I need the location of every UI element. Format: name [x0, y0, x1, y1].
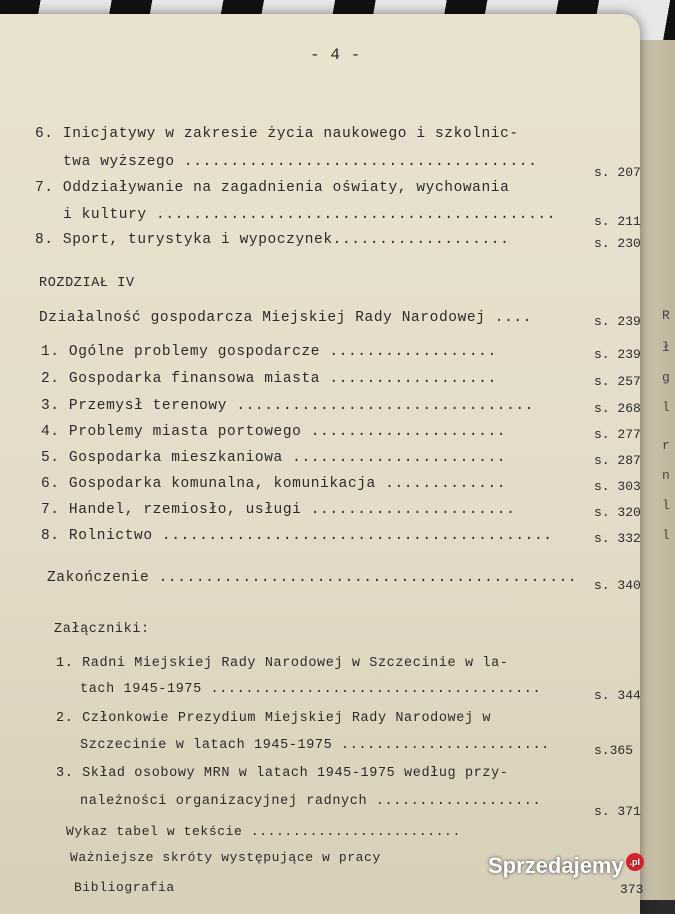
toc-page: s. 207	[594, 165, 641, 180]
toc-entry: Wykaz tabel w tekście .........................	[66, 824, 461, 839]
toc-entry: 7. Oddziaływanie na zagadnienia oświaty, wychowania	[35, 180, 510, 196]
toc-entry: 8. Rolnictwo ..........................................	[41, 528, 553, 544]
toc-page: s. 257	[594, 374, 641, 389]
edge-letter: l	[662, 498, 670, 513]
edge-letter: g	[662, 370, 670, 385]
next-page-edge	[640, 40, 675, 900]
toc-entry: 5. Gospodarka mieszkaniowa .......................	[41, 450, 507, 466]
edge-letter: l	[662, 528, 670, 543]
toc-entry: 6. Inicjatywy w zakresie życia naukowego i szkolnic-	[35, 126, 519, 142]
document-page	[0, 14, 644, 914]
watermark-tld: .pl	[626, 853, 644, 871]
toc-page: s. 268	[594, 401, 641, 416]
toc-entry: 3. Skład osobowy MRN w latach 1945-1975 według przy-	[56, 766, 509, 781]
toc-page: s. 344	[594, 688, 641, 703]
toc-entry: Bibliografia	[74, 880, 175, 895]
toc-entry: 2. Gospodarka finansowa miasta ..................	[41, 371, 497, 387]
toc-entry: 7. Handel, rzemiosło, usługi ......................	[41, 502, 516, 518]
toc-page: 373	[620, 882, 644, 897]
toc-page: s. 239	[594, 314, 641, 329]
toc-page: s. 239	[594, 347, 641, 362]
toc-page: s. 303	[594, 479, 641, 494]
edge-letter: n	[662, 468, 670, 483]
page-number: - 4 -	[310, 46, 362, 64]
toc-page: s. 211	[594, 214, 641, 229]
toc-entry: Szczecinie w latach 1945-1975 ........................	[80, 738, 550, 753]
edge-letter: r	[662, 438, 670, 453]
watermark-name: Sprzedajemy	[488, 853, 624, 878]
toc-entry: 3. Przemysł terenowy ................................	[41, 398, 534, 414]
toc-entry: 1. Radni Miejskiej Rady Narodowej w Szczecinie w la-	[56, 656, 509, 671]
toc-entry: należności organizacyjnej radnych ...................	[80, 794, 542, 809]
toc-page: s.365	[594, 743, 634, 758]
edge-letter: l	[662, 400, 670, 415]
edge-letter: R	[662, 308, 670, 323]
toc-page: s. 332	[594, 531, 641, 546]
toc-page: s. 277	[594, 427, 641, 442]
watermark-logo	[488, 853, 644, 879]
toc-entry: tach 1945-1975 ......................................	[80, 682, 542, 697]
chapter-title: Działalność gospodarcza Miejskiej Rady Narodowej ....	[39, 310, 532, 326]
toc-entry: 6. Gospodarka komunalna, komunikacja .............	[41, 476, 507, 492]
toc-entry: i kultury ...........................................	[63, 207, 556, 223]
toc-page: s. 320	[594, 505, 641, 520]
toc-entry: 4. Problemy miasta portowego .....................	[41, 424, 507, 440]
toc-entry: Zakończenie .............................................	[47, 570, 578, 586]
toc-entry: 8. Sport, turystyka i wypoczynek...................	[35, 232, 510, 248]
toc-entry: 1. Ogólne problemy gospodarcze ..................	[41, 344, 497, 360]
chapter-heading: ROZDZIAŁ IV	[39, 276, 135, 291]
attachments-heading: Załączniki:	[54, 622, 150, 637]
toc-page: s. 340	[594, 578, 641, 593]
toc-entry: twa wyższego ......................................	[63, 154, 538, 170]
toc-entry: 2. Członkowie Prezydium Miejskiej Rady Narodowej w	[56, 711, 492, 726]
toc-entry: Ważniejsze skróty występujące w pracy	[70, 850, 381, 865]
edge-letter: ł	[662, 340, 670, 355]
toc-page: s. 287	[594, 453, 641, 468]
toc-page: s. 371	[594, 804, 641, 819]
toc-page: s. 230	[594, 236, 641, 251]
